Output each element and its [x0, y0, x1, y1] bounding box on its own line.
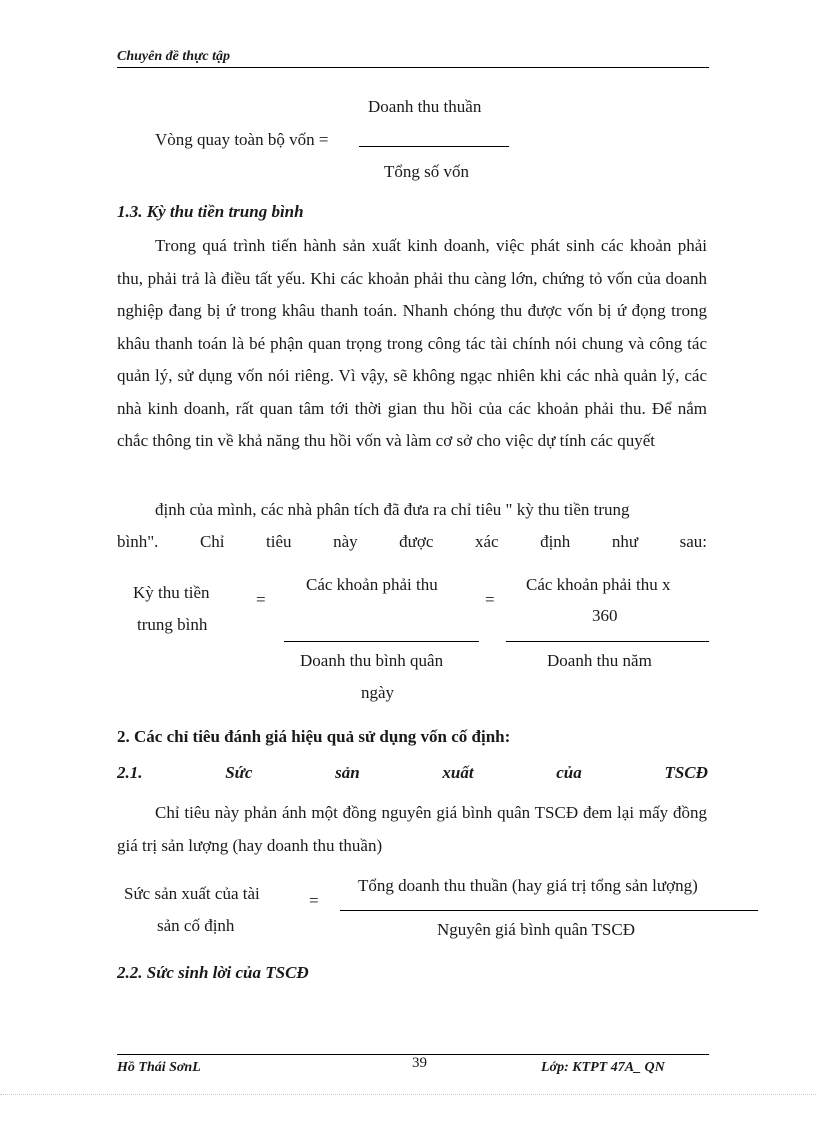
header-title: Chuyên đề thực tập	[117, 49, 231, 64]
formula3-numerator: Tổng doanh thu thuần (hay giá trị tổng sản lượng)	[358, 876, 698, 895]
word: được	[399, 532, 434, 551]
section-2-2-heading: 2.2. Sức sinh lời của TSCĐ	[117, 963, 309, 982]
formula2-label-line1: Kỳ thu tiền	[133, 583, 210, 602]
word: tiêu	[266, 532, 292, 551]
word: định	[540, 532, 571, 551]
word: sản	[335, 763, 360, 782]
formula2-label-line2: trung bình	[137, 615, 208, 634]
formula2-frac1-numerator: Các khoản phải thu	[306, 575, 438, 594]
word: 2.1.	[117, 763, 143, 782]
formula2-frac1-bar	[284, 641, 479, 642]
section-1-3-heading: 1.3. Kỳ thu tiền trung bình	[117, 202, 304, 221]
formula1-numerator: Doanh thu thuần	[368, 97, 482, 116]
formula1-fraction-bar	[359, 146, 509, 147]
formula1-denominator: Tổng số vốn	[384, 162, 469, 181]
formula2-frac2-denominator: Doanh thu năm	[547, 651, 652, 670]
word: Sức	[225, 763, 253, 782]
section-1-3-paragraph	[117, 230, 707, 458]
section-2-1-paragraph	[117, 797, 707, 862]
formula3-label-line2: sản cố định	[157, 916, 235, 935]
word: bình".	[117, 532, 159, 551]
formula2-frac2-bar	[506, 641, 709, 642]
word: như	[611, 532, 639, 551]
formula2-frac2-numerator-line2: 360	[592, 606, 618, 625]
formula3-label-line1: Sức sản xuất của tài	[124, 884, 260, 903]
formula3-equals: =	[309, 891, 319, 910]
word: TSCĐ	[664, 763, 708, 782]
formula2-frac1-denominator-line1: Doanh thu bình quân	[300, 651, 444, 670]
word: của	[556, 763, 582, 782]
formula2-frac2-numerator-line1: Các khoản phải thu x	[526, 575, 671, 594]
formula2-equals-1: =	[256, 590, 266, 609]
section-1-3-paragraph-text: Trong quá trình tiến hành sản xuất kinh doanh, việc phát sinh các khoản phải thu, phải trả là điều tất yếu. Khi các khoản phải thu càng lớn, chứng tỏ vốn của doanh nghiệp đang bị ứ trong khâu thanh toán. Nhanh chóng thu được vốn bị ứ đọng trong khâu thanh toán là bé phận quan trọng trong công tác tài chính nói chung và công tác quản lý, sử dụng vốn nói riêng. Vì vậy, sẽ không ngạc nhiên khi các nhà quản lý, các nhà kinh doanh, rất quan tâm tới thời gian thu hồi của các khoản phải thu. Để nắm chắc thông tin về khả năng thu hồi vốn và làm cơ sở cho việc dự tính các quyết	[117, 236, 707, 450]
formula3-fraction-bar	[340, 910, 758, 911]
word: Chỉ	[199, 532, 225, 551]
page-edge-dotted-line	[0, 1094, 816, 1095]
section-1-3-para2-line1: định của mình, các nhà phân tích đã đưa ra chỉ tiêu " kỳ thu tiền trung	[155, 500, 630, 519]
formula1-label: Vòng quay toàn bộ vốn =	[155, 130, 329, 149]
section-1-3-para2-line2	[117, 532, 707, 552]
word: xuất	[442, 763, 474, 782]
word: này	[333, 532, 358, 551]
formula2-frac1-denominator-line2: ngày	[361, 683, 395, 702]
footer-class: Lớp: KTPT 47A_ QN	[541, 1060, 665, 1075]
word: xác	[474, 532, 499, 551]
footer-page-number: 39	[412, 1055, 427, 1071]
section-2-1-paragraph-text: Chỉ tiêu này phản ánh một đồng nguyên giá bình quân TSCĐ đem lại mấy đồng giá trị sản lượng (hay doanh thu thuần)	[117, 803, 707, 855]
footer-author: Hồ Thái SơnL	[117, 1060, 201, 1075]
section-2-1-heading	[117, 763, 708, 783]
formula3-denominator: Nguyên giá bình quân TSCĐ	[437, 920, 636, 939]
header-rule	[117, 67, 709, 68]
section-2-heading: 2. Các chỉ tiêu đánh giá hiệu quả sử dụng vốn cố định:	[117, 727, 511, 746]
formula2-equals-2: =	[485, 590, 495, 609]
word: sau:	[679, 532, 707, 551]
